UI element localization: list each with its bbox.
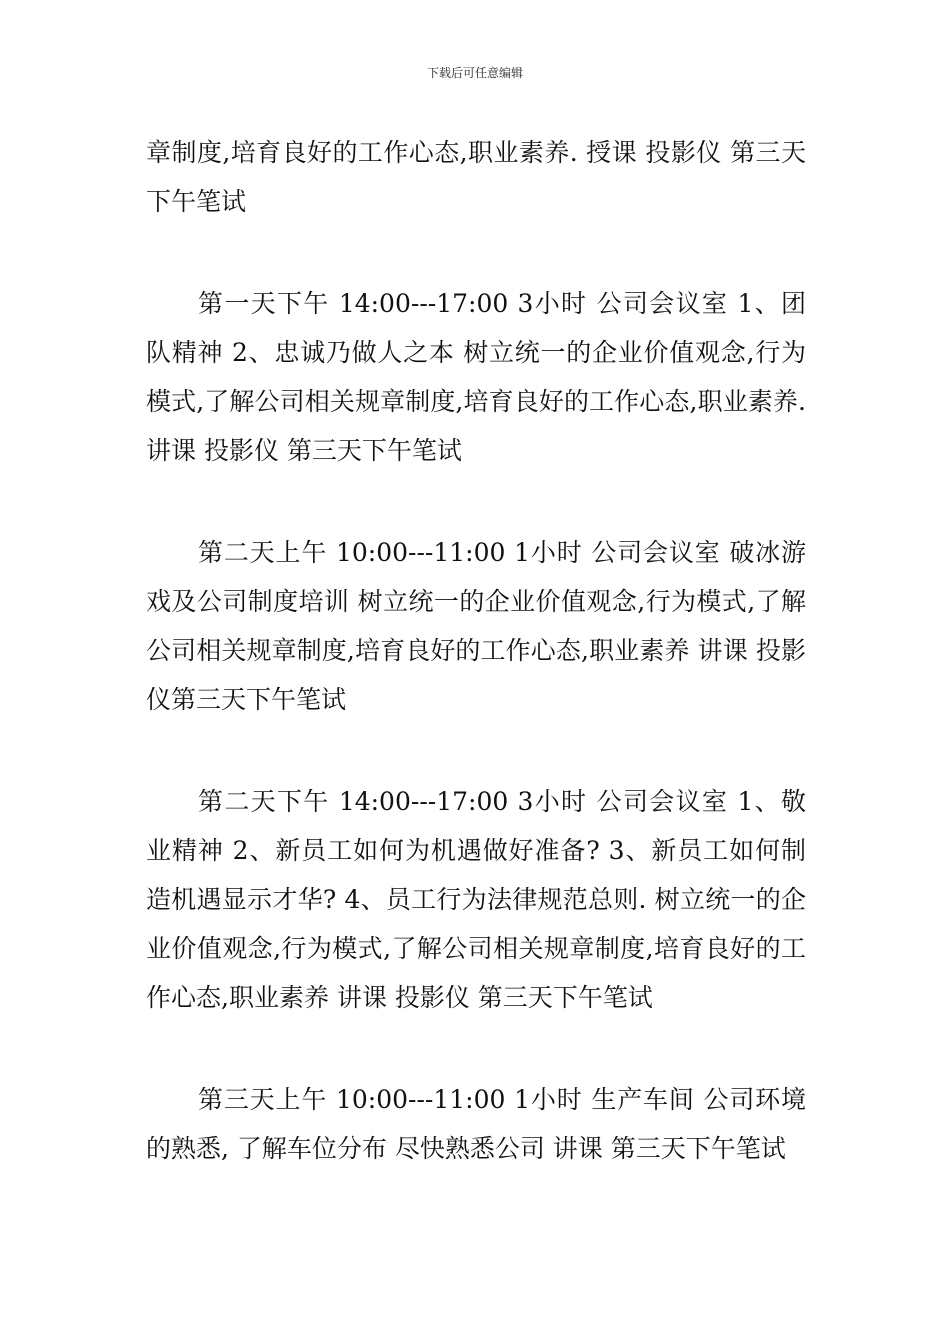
paragraph-continuation: 章制度,培育良好的工作心态,职业素养. 授课 投影仪 第三天下午笔试 (146, 138, 806, 216)
paragraph-day2-morning: 第二天上午 10:00---11:00 1小时 公司会议室 破冰游戏及公司制度培训 树立统一的企业价值观念,行为模式,了解公司相关规章制度,培育良好的工作心态,职业素养 讲课 投影仪第三天下午笔试 (146, 538, 806, 714)
page-header: 下载后可任意编辑 (426, 66, 523, 80)
paragraph-day2-afternoon: 第二天下午 14:00---17:00 3小时 公司会议室 1、敬业精神 2、新员工如何为机遇做好准备? 3、新员工如何制造机遇显示才华? 4、员工行为法律规范总则. 树立统一的企业价值观念,行为模式,了解公司相关规章制度,培育良好的工作心态,职业素养 讲课 投影仪 第三天下午笔试 (146, 787, 806, 1012)
paragraph-gap (146, 1022, 806, 1075)
paragraph-gap (146, 475, 806, 528)
paragraph-day1-afternoon: 第一天下午 14:00---17:00 3小时 公司会议室 1、团队精神 2、忠诚乃做人之本 树立统一的企业价值观念,行为模式,了解公司相关规章制度,培育良好的工作心态,职业素养. 讲课 投影仪 第三天下午笔试 (146, 289, 806, 465)
paragraph-gap (146, 226, 806, 279)
document-body (146, 128, 806, 1173)
paragraph-day3-morning: 第三天上午 10:00---11:00 1小时 生产车间 公司环境的熟悉, 了解车位分布 尽快熟悉公司 讲课 第三天下午笔试 (146, 1085, 806, 1163)
paragraph-gap (146, 724, 806, 777)
